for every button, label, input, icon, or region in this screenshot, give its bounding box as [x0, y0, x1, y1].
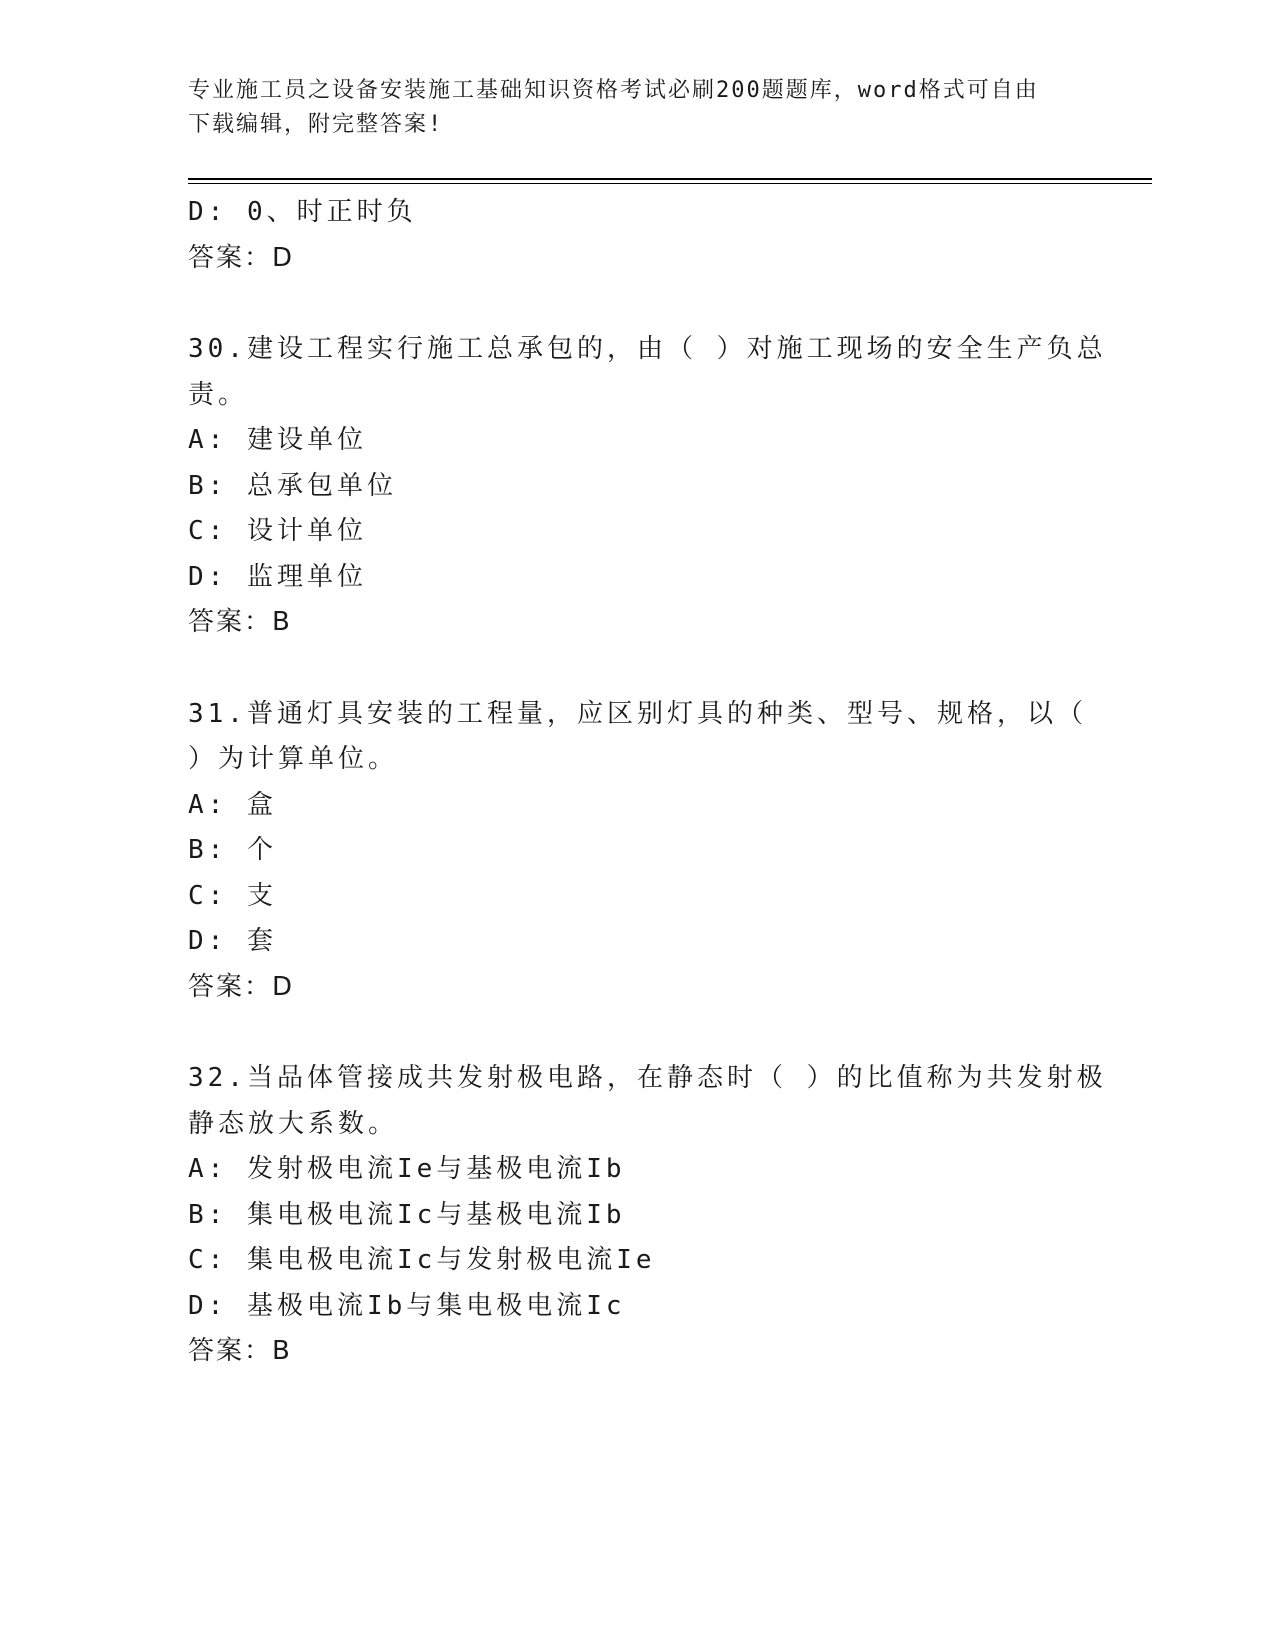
answer-line: 答案：B	[188, 1336, 292, 1366]
option-d: D: 监理单位	[188, 561, 367, 592]
question-text-line: ）为计算单位。	[188, 744, 399, 774]
option-d: D: 基极电流Ib与集电极电流Ic	[188, 1290, 626, 1321]
answer-line: 答案：D	[188, 971, 295, 1002]
document-header	[188, 74, 1068, 142]
header-rule-thick	[188, 178, 1152, 180]
option-b: B: 集电极电流Ic与基极电流Ib	[188, 1199, 626, 1230]
option-a: A: 盒	[188, 789, 277, 820]
question-text-line: 责。	[188, 379, 249, 410]
option-c: C: 集电极电流Ic与发射极电流Ie	[188, 1245, 656, 1275]
answer-line: 答案：D	[188, 242, 295, 273]
question-block-30	[188, 327, 1107, 646]
spacer	[188, 646, 1088, 692]
option-b: B: 个	[188, 835, 277, 865]
question-text-line: 静态放大系数。	[188, 1108, 399, 1139]
question-text-line: 30.建设工程实行施工总承包的，由（ ）对施工现场的安全生产负总	[188, 334, 1107, 364]
option-d: D: 套	[188, 926, 277, 956]
question-text-line: 31.普通灯具安装的工程量，应区别灯具的种类、型号、规格，以（	[188, 698, 1087, 729]
option-a: A: 发射极电流Ie与基极电流Ib	[188, 1154, 626, 1184]
header-rule-thin	[188, 183, 1152, 184]
header-line-2: 下载编辑，附完整答案!	[188, 112, 444, 137]
question-text-line: 32.当品体管接成共发射极电路，在静态时（ ）的比值称为共发射极	[188, 1063, 1107, 1093]
answer-line: 答案：B	[188, 607, 292, 637]
option-a: A: 建设单位	[188, 425, 367, 455]
header-line-1: 专业施工员之设备安装施工基础知识资格考试必刷200题题库，word格式可自由	[188, 78, 1039, 103]
option-c: C: 支	[188, 880, 277, 911]
option-c: C: 设计单位	[188, 516, 367, 546]
spacer	[188, 1010, 1088, 1056]
question-block-32	[188, 1056, 1107, 1375]
option-b: B: 总承包单位	[188, 470, 397, 501]
spacer	[188, 281, 1088, 327]
question-block-31	[188, 692, 1088, 1011]
question-list	[188, 190, 1107, 1375]
option-d: D: 0、时正时负	[188, 197, 417, 227]
